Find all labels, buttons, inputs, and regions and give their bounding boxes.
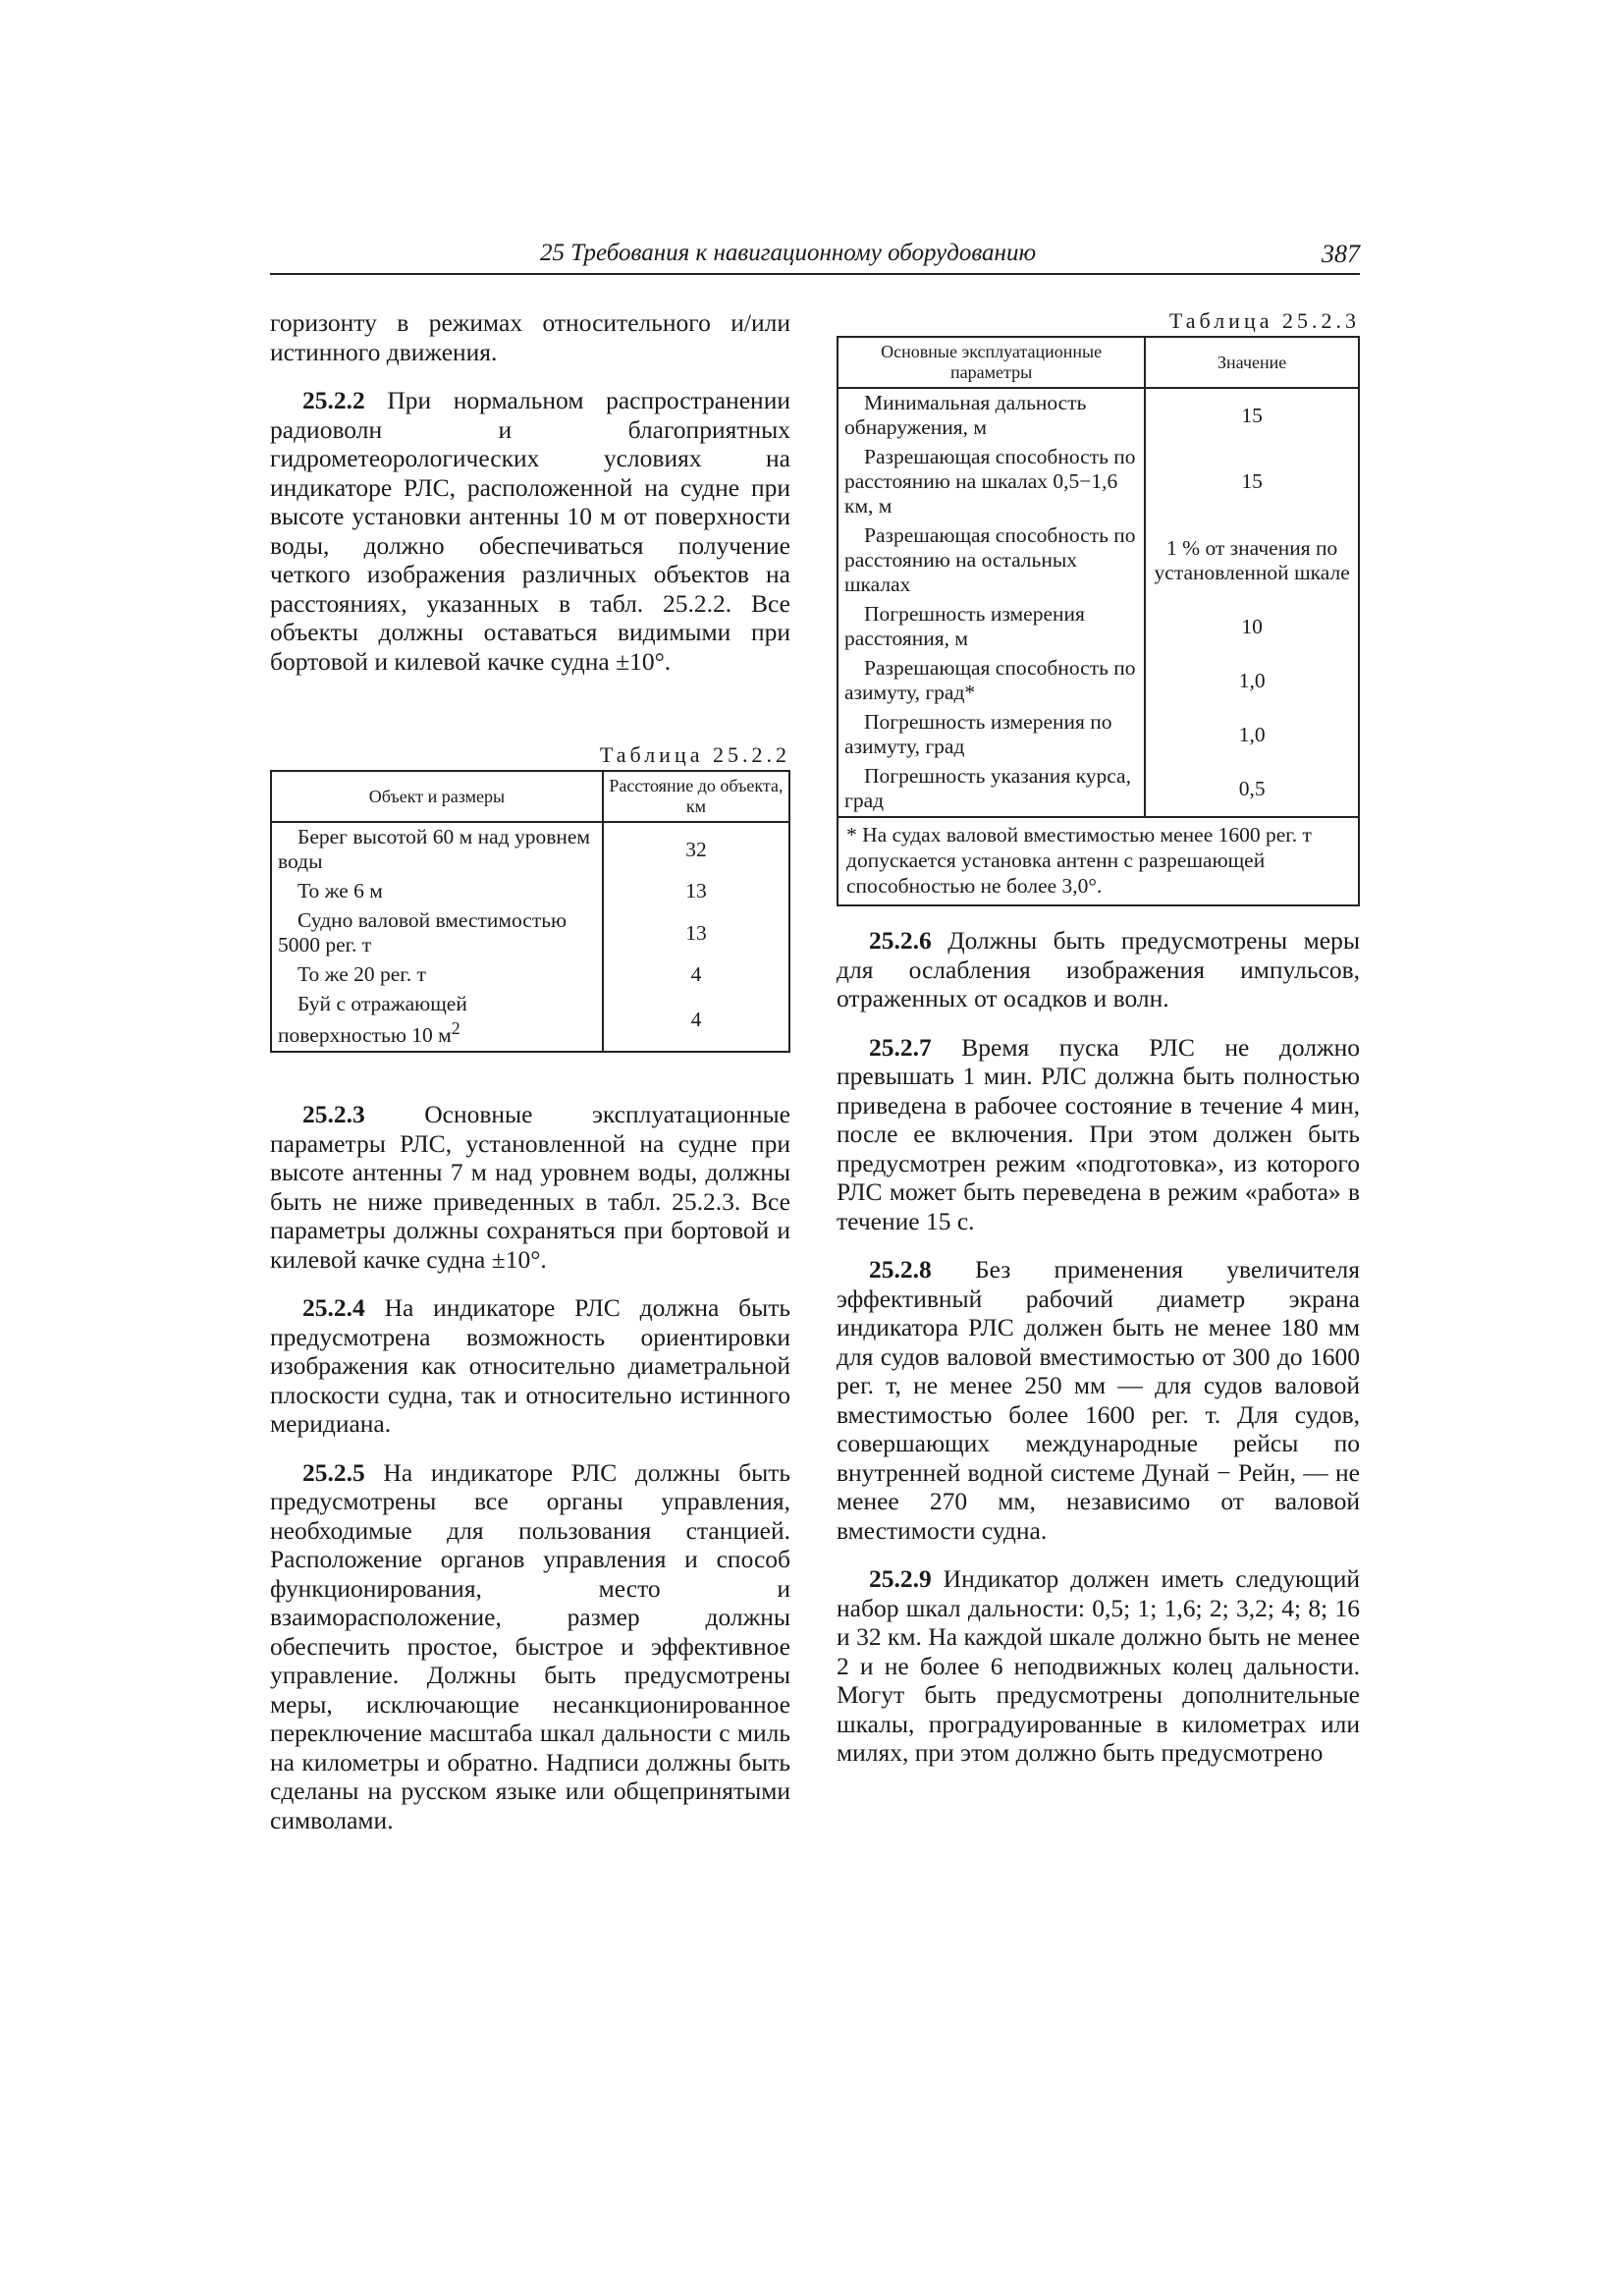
paragraph-25-2-6 [837, 926, 1360, 1013]
paragraph-number: 25.2.3 [302, 1100, 365, 1129]
distance-cell: 32 [603, 822, 789, 877]
distance-cell: 4 [603, 960, 789, 990]
param-cell: Разрешающая способность по азимуту, град* [838, 654, 1145, 708]
table-caption: Таблица 25.2.3 [1168, 308, 1360, 333]
paragraph-25-2-8 [837, 1255, 1360, 1545]
value-cell: 1,0 [1145, 708, 1359, 762]
running-header [270, 240, 1360, 275]
left-column [270, 308, 790, 1854]
value-cell: 1 % от значения по установленной шкале [1145, 521, 1359, 600]
param-cell: Погрешность измерения расстояния, м [838, 600, 1145, 654]
value-cell: 15 [1145, 388, 1359, 443]
paragraph-number: 25.2.4 [302, 1293, 365, 1323]
paragraph-25-2-2 [270, 386, 790, 676]
table-footnote: * На судах валовой вместимостью менее 1600 рег. т допускается установка антенн с разрешающей способностью не более 3,0°. [838, 817, 1359, 905]
table-row [271, 822, 789, 877]
right-column [837, 308, 1360, 1787]
table-row [838, 654, 1359, 708]
table-row [838, 388, 1359, 443]
table-row [271, 877, 789, 906]
paragraph-25-2-7 [837, 1033, 1360, 1236]
table-row [838, 600, 1359, 654]
table-caption: Таблица 25.2.2 [599, 742, 790, 767]
distance-cell: 4 [603, 990, 789, 1052]
value-cell: 10 [1145, 600, 1359, 654]
table-25-2-3 [837, 336, 1360, 906]
paragraph-25-2-5 [270, 1458, 790, 1835]
value-cell: 15 [1145, 443, 1359, 521]
paragraph-number: 25.2.8 [869, 1255, 932, 1284]
running-title: 25 Требования к навигационному оборудованию [540, 240, 1037, 266]
table-row [838, 443, 1359, 521]
table-row [271, 960, 789, 990]
paragraph-text: Без применения увеличителя эффективный рабочий диаметр экрана индикатора РЛС должен быть не менее 180 мм для судов валовой вместимостью от 300 до 1600 рег. т, не менее 250 мм — для судов валовой вместимостью более 1600 рег. т. Для судов, совершающих международные рейсы по внутренней водной системе Дунай − Рейн, — не менее 270 мм, независимо от валовой вместимости судна. [837, 1255, 1360, 1545]
table-row [838, 762, 1359, 817]
table-header-distance: Расстояние до объекта, км [603, 771, 789, 822]
param-cell: Разрешающая способность по расстоянию на шкалах 0,5−1,6 км, м [838, 443, 1145, 521]
table-header-value: Значение [1145, 337, 1359, 388]
paragraph-number: 25.2.9 [869, 1564, 932, 1593]
table-25-2-2 [270, 770, 790, 1053]
table-row [838, 708, 1359, 762]
table-row [838, 521, 1359, 600]
param-cell: Минимальная дальность обнаружения, м [838, 388, 1145, 443]
paragraph-text: Должны быть предусмотрены меры для ослабления изображения импульсов, отраженных от осадков и волн. [837, 926, 1360, 1012]
object-cell: То же 6 м [271, 877, 603, 906]
paragraph-number: 25.2.2 [302, 386, 365, 414]
paragraph-25-2-9 [837, 1564, 1360, 1768]
table-row [271, 990, 789, 1052]
paragraph-number: 25.2.5 [302, 1457, 365, 1487]
param-cell: Разрешающая способность по расстоянию на остальных шкалах [838, 521, 1145, 600]
paragraph-text: Основные эксплуатационные параметры РЛС, установленной на судне при высоте антенны 7 м над уровнем воды, должны быть не ниже приведенных в табл. 25.2.3. Все параметры должны сохраняться при бортовой и килевой качке судна ±10°. [270, 1100, 790, 1274]
object-cell: То же 20 рег. т [271, 960, 603, 990]
paragraph-25-2-3 [270, 1100, 790, 1274]
param-cell: Погрешность указания курса, град [838, 762, 1145, 817]
paragraph-text: Индикатор должен иметь следующий набор шкал дальности: 0,5; 1; 1,6; 2; 3,2; 4; 8; 16 и 32 км. На каждой шкале должно быть не менее 2 и не более 6 неподвижных колец дальности. Могут быть предусмотрены дополнительные шкалы, проградуированные в километрах или милях, при этом должно быть предусмотрено [837, 1564, 1360, 1767]
value-cell: 1,0 [1145, 654, 1359, 708]
table-header-object: Объект и размеры [271, 771, 603, 822]
object-cell: Судно валовой вместимостью 5000 рег. т [271, 906, 603, 960]
object-cell: Берег высотой 60 м над уровнем воды [271, 822, 603, 877]
distance-cell: 13 [603, 906, 789, 960]
paragraph-number: 25.2.7 [869, 1032, 932, 1062]
page-number: 387 [1322, 240, 1360, 268]
paragraph-text: На индикаторе РЛС должны быть предусмотрены все органы управления, необходимые для пользования станцией. Расположение органов управления и способ функционирования, место и взаиморасположение, размер должны обеспечить простое, быстрое и эффективное управление. Должны быть предусмотрены меры, исключающие несанкционированное переключение масштаба шкал дальности с миль на километры и обратно. Надписи должны быть сделаны на русском языке или общепринятыми символами. [270, 1457, 790, 1834]
table-header-param: Основные эксплуатационные параметры [838, 337, 1145, 388]
paragraph-number: 25.2.6 [869, 926, 932, 955]
paragraph-text: Время пуска РЛС не должно превышать 1 мин. РЛС должна быть полностью приведена в рабочее состояние в течение 4 мин, после ее включения. При этом должен быть предусмотрен режим «подготовка», из которого РЛС может быть переведена в режим «работа» в течение 15 с. [837, 1032, 1360, 1235]
intro-paragraph: горизонту в режимах относительного и/или истинного движения. [270, 308, 790, 366]
paragraph-25-2-4 [270, 1293, 790, 1439]
object-cell: Буй с отражающей поверхностью 10 $м^2$ [271, 990, 603, 1052]
table-row [271, 906, 789, 960]
value-cell: 0,5 [1145, 762, 1359, 817]
paragraph-text: На индикаторе РЛС должна быть предусмотрена возможность ориентировки изображения как относительно диаметральной плоскости судна, так и относительно истинного меридиана. [270, 1293, 790, 1439]
param-cell: Погрешность измерения по азимуту, град [838, 708, 1145, 762]
paragraph-text: При нормальном распространении радиоволн и благоприятных гидрометеорологических условиях на индикаторе РЛС, расположенной на судне при высоте установки антенны 10 м от поверхности воды, должно обеспечиваться получение четкого изображения различных объектов на расстояниях, указанных в табл. 25.2.2. Все объекты должны оставаться видимыми при бортовой и килевой качке судна ±10°. [270, 386, 790, 676]
superscript: 2 [451, 1018, 460, 1038]
distance-cell: 13 [603, 877, 789, 906]
